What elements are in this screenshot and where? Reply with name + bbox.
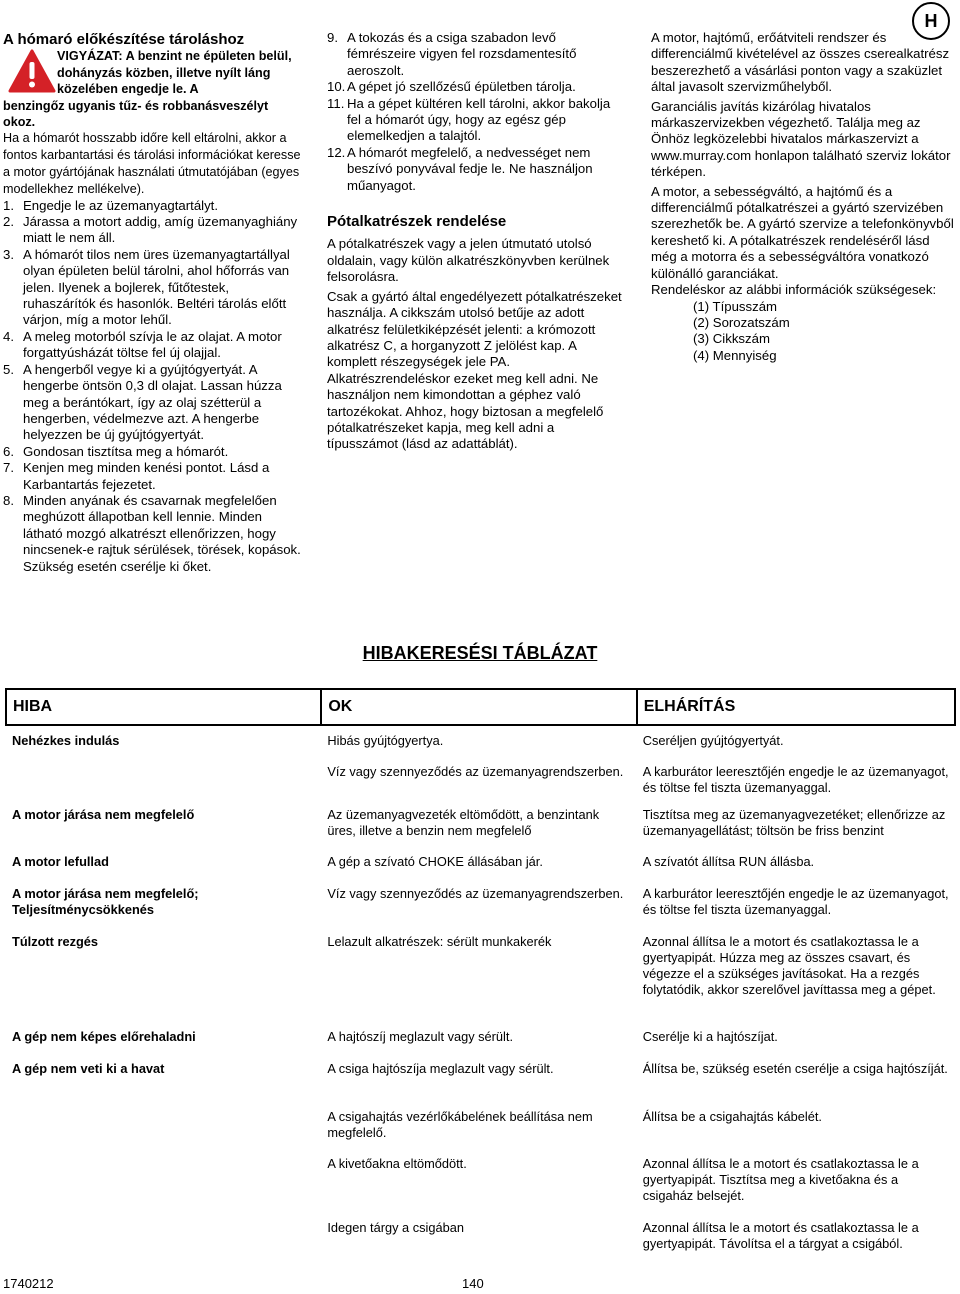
- document-code: 1740212: [3, 1276, 54, 1291]
- page-number: 140: [462, 1276, 484, 1291]
- cause-cell: A gép a szívató CHOKE állásában jár.: [327, 854, 543, 869]
- problem-cell: A gép nem képes előrehaladni: [12, 1029, 196, 1044]
- warning-triangle-icon: [7, 48, 57, 94]
- remedy-cell: Azonnal állítsa le a motort és csatlakoztassa le a gyertyapipát. Távolítsa el a tárgyat a csigából.: [642, 1220, 919, 1251]
- step-number: 6.: [3, 443, 14, 459]
- troubleshooting-title: HIBAKERESÉSI TÁBLÁZAT: [362, 643, 598, 663]
- remedy-cell: Állítsa be a csigahajtás kábelét.: [642, 1109, 822, 1124]
- table-row: [6, 1213, 955, 1256]
- middle-column: [327, 30, 627, 453]
- parts-paragraph-2: Csak a gyártó által engedélyezett pótalkatrészeket használja. A cikkszám utolsó betűje az adott alkatrész felületkiképzését jelenti: a krómozott alkatrész C, a horganyzott Z jelölést kap. A komplett részegységek jele PA. Alkatrészrendeléskor ezeket meg kell adni. Ne használjon nem kimondottan a géphez való tartozékokat. Ahhoz, hogy biztosan a megfelelő pótalkatrészeket kapja, meg kell adni a típusszámot (lásd az adattáblát).: [327, 288, 622, 452]
- table-row: [6, 1102, 955, 1149]
- problem-cell: [6, 1213, 321, 1256]
- step-item: [3, 247, 301, 329]
- step-item: [3, 493, 301, 575]
- storage-intro: Ha a hómarót hosszabb időre kell eltárolni, akkor a fontos karbantartási és tárolási információkat keresse a motor gyártójának használati útmutatójában (egyes modellekhez mellékelve).: [3, 131, 301, 196]
- problem-cell: A gép nem veti ki a havat: [12, 1061, 165, 1076]
- order-info-intro: Rendeléskor az alábbi információk szükségesek:: [651, 282, 937, 298]
- step-text: Kenjen meg minden kenési pontot. Lásd a Karbantartás fejezetet.: [23, 460, 270, 492]
- cause-cell: A csiga hajtószíja meglazult vagy sérült.: [327, 1061, 554, 1076]
- remedy-cell: Állítsa be, szükség esetén cserélje a csiga hajtószíját.: [642, 1061, 948, 1076]
- problem-cell: A motor járása nem megfelelő; Teljesítménycsökkenés: [12, 886, 199, 917]
- cause-cell: Lelazult alkatrészek: sérült munkakerék: [327, 934, 552, 949]
- step-item: [3, 329, 301, 362]
- problem-cell: A motor lefullad: [12, 854, 109, 869]
- warning-text-continued: benzingőz ugyanis tűz- és robbanásveszélyt okoz.: [3, 98, 269, 130]
- step-number: 8.: [3, 492, 14, 508]
- service-paragraph-2: Garanciális javítás kizárólag hivatalos márkaszervizekben végezhető. Találja meg az Önhöz legközelebbi hivatalos márkaszervizt a www.murray.com honlapon található szerviz lokátor térképen.: [651, 98, 951, 180]
- table-row: [6, 1054, 955, 1102]
- table-row: [6, 725, 955, 757]
- step-number: 12.: [327, 144, 346, 160]
- remedy-cell: A karburátor leeresztőjén engedje le az üzemanyagot, és töltse fel tiszta üzemanyaggal.: [642, 764, 949, 795]
- cause-cell: A kivetőakna eltömődött.: [327, 1156, 467, 1171]
- warning-block: [3, 48, 301, 97]
- problem-cell: Túlzott rezgés: [12, 934, 99, 949]
- cause-cell: Az üzemanyagvezeték eltömődött, a benzintank üres, illetve a benzin nem megfelelő: [327, 807, 600, 838]
- troubleshooting-table: [5, 688, 956, 1256]
- step-number: 11.: [327, 95, 345, 111]
- step-number: 10.: [327, 79, 346, 95]
- step-item: [3, 362, 301, 444]
- header-cause: OK: [321, 689, 636, 725]
- cause-cell: Idegen tárgy a csigában: [327, 1220, 464, 1235]
- step-text: A hómarót tilos nem üres üzemanyagtartállyal olyan épületen belül tárolni, ahol hőforrás van jelen. Ilyenek a bojlerek, fűtőtestek, ruhaszárítók és hasonlók. Beltéri tárolás előtt várjon, míg a motor lehűl.: [23, 246, 290, 328]
- remedy-cell: Cserélje ki a hajtószíjat.: [642, 1029, 778, 1044]
- cause-cell: A csigahajtás vezérlőkábelének beállítása nem megfelelő.: [327, 1109, 593, 1140]
- table-row: [6, 927, 955, 1022]
- step-number: 3.: [3, 246, 14, 262]
- table-row: [6, 879, 955, 927]
- step-text: Gondosan tisztítsa meg a hómarót.: [23, 443, 229, 459]
- step-item: [327, 79, 627, 95]
- left-column: [3, 30, 301, 575]
- step-text: Engedje le az üzemanyagtartályt.: [23, 197, 218, 213]
- header-problem: HIBA: [6, 689, 321, 725]
- step-number: 7.: [3, 460, 14, 476]
- cause-cell: Víz vagy szennyeződés az üzemanyagrendszerben.: [327, 764, 624, 779]
- step-item: [3, 444, 301, 460]
- problem-cell: Nehézkes indulás: [12, 733, 120, 748]
- step-text: Járassa a motort addig, amíg üzemanyaghiány miatt le nem áll.: [23, 214, 298, 246]
- step-item: [327, 96, 627, 145]
- remedy-cell: Azonnal állítsa le a motort és csatlakoztassa le a gyertyapipát. Húzza meg az összes csavart, és végezze el a szükséges javításokat. Ha a rezgés folytatódik, akkor szerelővel javíttassa meg a gépet.: [642, 934, 936, 997]
- order-info-list: [651, 299, 955, 365]
- step-text: Ha a gépet kültéren kell tárolni, akkor bakolja fel a hómarót úgy, hogy az egész gép elemelkedjen a talajtól.: [347, 95, 611, 144]
- step-text: Minden anyának és csavarnak megfelelően meghúzott állapotban kell lennie. Minden látható mozgó alkatrészt ellenőrizzen, hogy nincsenek-e rajtuk sérülések, törések, kopások. Szükség esetén cserélje ki őket.: [23, 492, 301, 574]
- problem-cell: [6, 757, 321, 800]
- remedy-cell: A szívatót állítsa RUN állásba.: [642, 854, 815, 869]
- step-number: 5.: [3, 361, 14, 377]
- order-info-item: (2) Sorozatszám: [693, 314, 790, 330]
- step-item: [3, 198, 301, 214]
- step-number: 4.: [3, 328, 14, 344]
- remedy-cell: Azonnal állítsa le a motort és csatlakoztassa le a gyertyapipát. Tisztítsa meg a kivetőakna és a csigaház belsejét.: [642, 1156, 919, 1203]
- problem-cell: [6, 1102, 321, 1149]
- parts-heading: Pótalkatrészek rendelése: [327, 213, 507, 231]
- step-item: [327, 145, 627, 194]
- troubleshooting-title-wrap: [0, 643, 960, 664]
- cause-cell: Víz vagy szennyeződés az üzemanyagrendszerben.: [327, 886, 624, 901]
- service-paragraph-3: A motor, a sebességváltó, a hajtómű és a differenciálmű pótalkatrészei a gyártó szervizében szerezhetők be. A gyártó szervize a telefonkönyvből kereshető ki. A pótalkatrészek rendeléséről lásd még a motorra és a sebességváltóra vonatkozó különálló garanciákat.: [651, 183, 954, 281]
- problem-cell: A motor járása nem megfelelő: [12, 807, 195, 822]
- order-info-item: (4) Mennyiség: [693, 347, 777, 363]
- problem-cell: [6, 1149, 321, 1213]
- remedy-cell: Tisztítsa meg az üzemanyagvezetéket; ellenőrizze az üzemanyagellátást; töltsön be friss benzint: [642, 807, 946, 838]
- step-text: A gépet jó szellőzésű épületben tárolja.: [347, 79, 576, 95]
- table-row: [6, 800, 955, 847]
- order-info-item: (1) Típusszám: [693, 298, 778, 314]
- step-number: 1.: [3, 197, 14, 213]
- step-item: [3, 214, 301, 247]
- table-row: [6, 1149, 955, 1213]
- service-paragraph-1: A motor, hajtómű, erőátviteli rendszer és differenciálmű kivételével az összes cserealkatrész beszerezhető a vásárlási ponton vagy a szaküzlet által javasolt szervizműhelyből.: [651, 30, 950, 95]
- storage-heading: A hómaró előkészítése tároláshoz: [3, 31, 245, 48]
- step-text: A hengerből vegye ki a gyújtógyertyát. A hengerbe öntsön 0,3 dl olajat. Lassan húzza meg a berántókart, így az olaj szétterül a hengerben, védelmezve azt. A hengerbe helyezzen be új gyújtógyertyát.: [23, 361, 282, 443]
- warning-text: VIGYÁZAT: A benzint ne épületen belül, dohányzás közben, illetve nyílt láng közelében engedje le. A: [57, 49, 292, 97]
- page-language-badge: H: [912, 2, 950, 40]
- step-item: [327, 30, 627, 79]
- remedy-cell: Cseréljen gyújtógyertyát.: [642, 733, 784, 748]
- step-text: A tokozás és a csiga szabadon levő fémrészeire vigyen fel rozsdamentesítő aeroszolt.: [347, 30, 577, 78]
- right-column: [651, 30, 955, 364]
- step-item: [3, 460, 301, 493]
- table-row: [6, 847, 955, 879]
- parts-paragraph-1: A pótalkatrészek vagy a jelen útmutató utolsó oldalain, vagy külön alkatrészkönyvben kerülnek felsorolásra.: [327, 236, 610, 285]
- table-header-row: [6, 689, 955, 725]
- step-text: A hómarót megfelelő, a nedvességet nem beszívó ponyvával fedje le. Ne használjon műanyagot.: [347, 144, 593, 193]
- step-number: 2.: [3, 214, 14, 230]
- storage-steps: [3, 198, 301, 575]
- table-row: [6, 1022, 955, 1054]
- remedy-cell: A karburátor leeresztőjén engedje le az üzemanyagot, és töltse fel tiszta üzemanyaggal.: [642, 886, 949, 917]
- storage-steps-continued: [327, 30, 627, 194]
- order-info-item: (3) Cikkszám: [693, 331, 770, 347]
- table-row: [6, 757, 955, 800]
- header-remedy: ELHÁRÍTÁS: [637, 689, 955, 725]
- cause-cell: A hajtószíj meglazult vagy sérült.: [327, 1029, 514, 1044]
- step-text: A meleg motorból szívja le az olajat. A motor forgattyúsházát töltse fel új olajjal.: [23, 328, 282, 361]
- cause-cell: Hibás gyújtógyertya.: [327, 733, 444, 748]
- step-number: 9.: [327, 30, 338, 45]
